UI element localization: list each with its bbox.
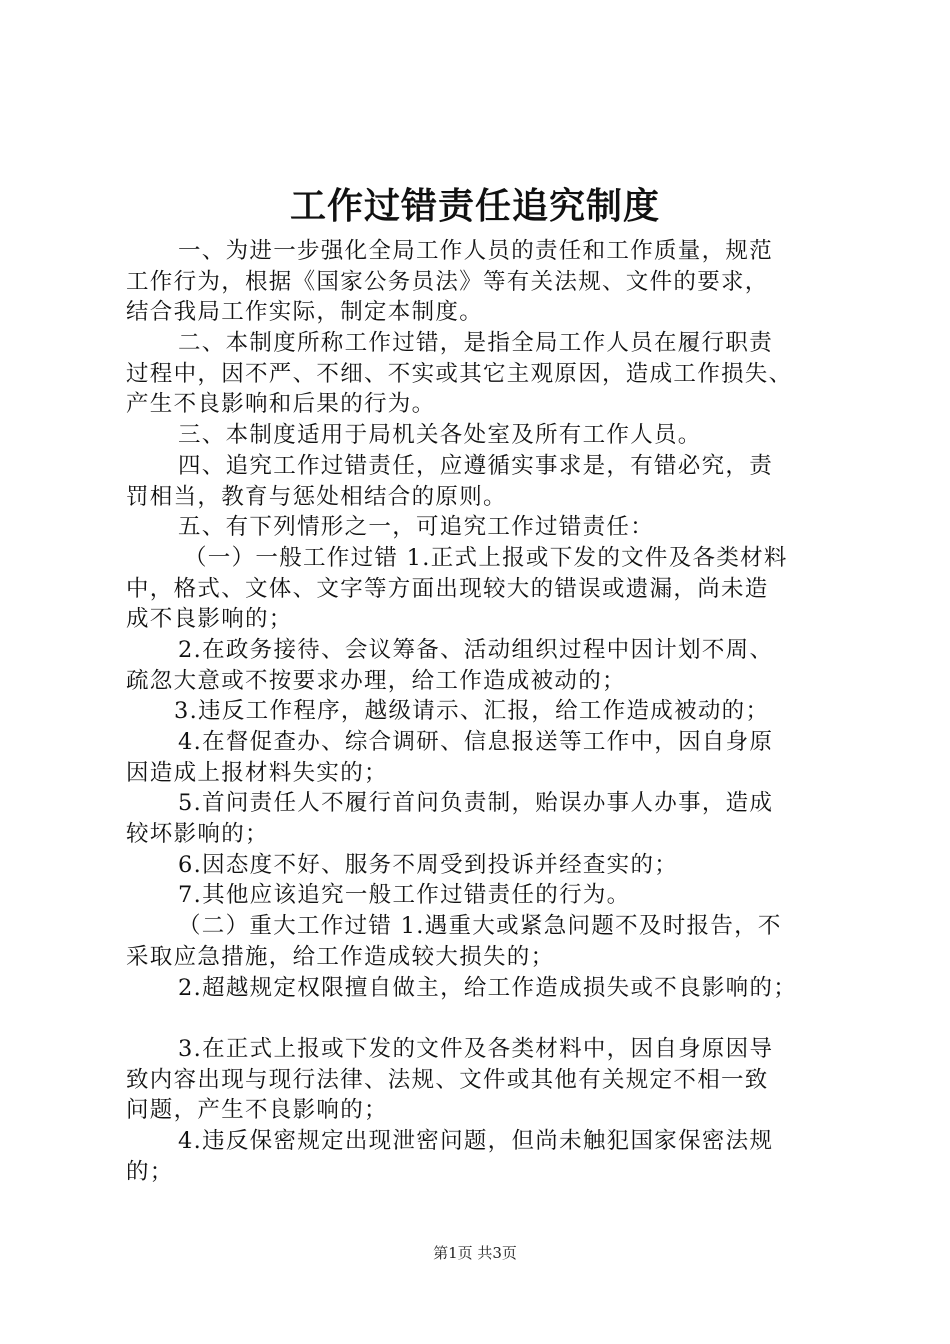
text-line: 3.违反工作程序，越级请示、汇报，给工作造成被动的； bbox=[174, 698, 770, 725]
text-line: 三、本制度适用于局机关各处室及所有工作人员。 bbox=[178, 422, 702, 449]
text-line: 疏忽大意或不按要求办理，给工作造成被动的； bbox=[126, 667, 626, 694]
text-line: 结合我局工作实际，制定本制度。 bbox=[126, 299, 484, 326]
text-line: 一、为进一步强化全局工作人员的责任和工作质量，规范 bbox=[178, 238, 774, 264]
text-line: 6.因态度不好、服务不周受到投诉并经查实的； bbox=[178, 851, 679, 878]
text-line: 四、追究工作过错责任，应遵循实事求是，有错必究，责 bbox=[178, 452, 774, 479]
text-line: 问题，产生不良影响的； bbox=[126, 1097, 388, 1124]
text-line: 成不良影响的； bbox=[126, 606, 293, 633]
text-line: 产生不良影响和后果的行为。 bbox=[126, 391, 436, 418]
text-line: 因造成上报材料失实的； bbox=[126, 759, 388, 786]
blank-line bbox=[126, 1003, 831, 1034]
text-line: 3.在正式上报或下发的文件及各类材料中，因自身原因导 bbox=[178, 1035, 774, 1062]
text-line: 中，格式、文体、文字等方面出现较大的错误或遗漏，尚未造 bbox=[126, 575, 769, 602]
text-line: 过程中，因不严、不细、不实或其它主观原因，造成工作损失、 bbox=[126, 360, 793, 387]
text-line: 4.在督促查办、综合调研、信息报送等工作中，因自身原 bbox=[178, 729, 774, 755]
page-footer: 第1页 共3页 bbox=[433, 1244, 517, 1262]
text-line: （一）一般工作过错 1.正式上报或下发的文件及各类材料 bbox=[184, 544, 788, 571]
document-title: 工作过错责任追究制度 bbox=[289, 186, 660, 227]
text-line: 二、本制度所称工作过错，是指全局工作人员在履行职责 bbox=[178, 330, 774, 357]
text-line: 致内容出现与现行法律、法规、文件或其他有关规定不相一致 bbox=[126, 1066, 769, 1093]
text-line: 罚相当，教育与惩处相结合的原则。 bbox=[126, 483, 507, 510]
text-line: 2.超越规定权限擅自做主，给工作造成损失或不良影响的； bbox=[178, 974, 798, 1001]
text-line: 较坏影响的； bbox=[126, 821, 269, 848]
text-line: 五、有下列情形之一，可追究工作过错责任： bbox=[178, 514, 655, 541]
text-line: 4.违反保密规定出现泄密问题，但尚未触犯国家保密法规 bbox=[178, 1127, 774, 1154]
document-body bbox=[126, 236, 831, 1187]
text-line: 采取应急措施，给工作造成较大损失的； bbox=[126, 943, 555, 970]
text-line: （二）重大工作过错 1.遇重大或紧急问题不及时报告，不 bbox=[178, 913, 782, 940]
text-line: 工作行为，根据《国家公务员法》等有关法规、文件的要求， bbox=[126, 268, 769, 295]
text-line: 7.其他应该追究一般工作过错责任的行为。 bbox=[178, 882, 631, 909]
text-line: 2.在政务接待、会议筹备、活动组织过程中因计划不周、 bbox=[178, 636, 774, 663]
text-line: 5.首问责任人不履行首问负责制，贻误办事人办事，造成 bbox=[178, 790, 774, 817]
text-line: 的； bbox=[126, 1158, 174, 1185]
